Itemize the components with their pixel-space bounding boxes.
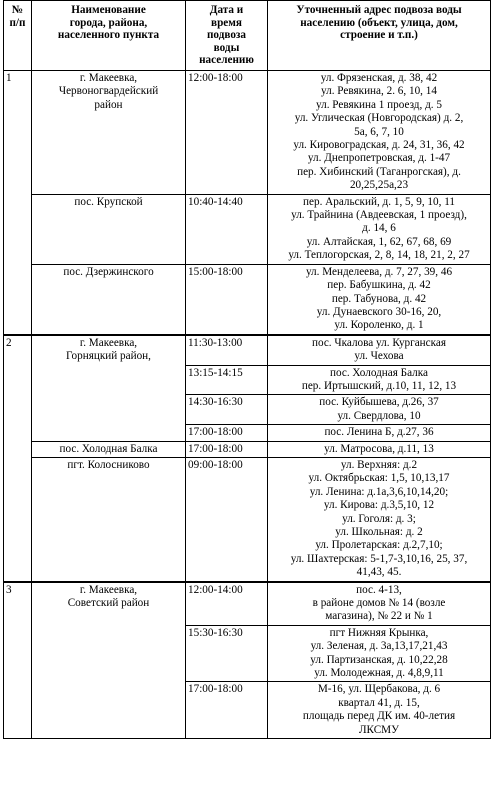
time-cell: 17:00-18:00 [186,441,268,457]
address-cell: пос. Холодная Балка пер. Иртышский, д.10, 11, 12, 13 [268,365,491,395]
city-cell: пос. Крупской [32,194,186,264]
address-cell: ул. Менделеева, д. 7, 27, 39, 46 пер. Бабушкина, д. 42 пер. Табунова, д. 42 ул. Дунаевского 30-16, 20, ул. Короленко, д. 1 [268,264,491,335]
table-row [4,264,491,335]
city-cell: г. Макеевка, Червоногвардейский район [32,71,186,195]
address-cell: пос. 4-13, в районе домов № 14 (возле магазина), № 22 и № 1 [268,582,491,626]
address-cell: пос. Куйбышева, д.26, 37 ул. Свердлова, 10 [268,395,491,425]
time-cell: 11:30-13:00 [186,335,268,365]
address-cell: пер. Аральский, д. 1, 5, 9, 10, 11 ул. Трайнина (Авдеевская, 1 проезд), д. 14, 6 ул. Алтайская, 1, 62, 67, 68, 69 ул. Теплогорская, 2, 8, 14, 18, 21, 2, 27 [268,194,491,264]
time-cell: 17:00-18:00 [186,682,268,739]
time-cell: 13:15-14:15 [186,365,268,395]
address-cell: пос. Чкалова ул. Курганская ул. Чехова [268,335,491,365]
water-delivery-schedule-table [3,0,491,739]
table-row [4,194,491,264]
header-time: Дата и время подвоза воды населению [186,1,268,71]
time-cell: 12:00-18:00 [186,71,268,195]
time-cell: 15:30-16:30 [186,625,268,682]
time-cell: 14:30-16:30 [186,395,268,425]
table-row [4,71,491,195]
row-number: 2 [4,335,32,582]
city-cell: г. Макеевка, Горняцкий район, [32,335,186,441]
row-number: 3 [4,582,32,739]
address-cell: ул. Фрязенская, д. 38, 42 ул. Ревякина, 2. 6, 10, 14 ул. Ревякина 1 проезд, д. 5 ул. Углическая (Новгородская) д. 2, 5а, 6, 7, 10 ул. Кировоградская, д. 24, 31, 36, 42 ул. Днепропетровская, д. 1-47 пер. Хибинский (Таганрогская), д. 20,25,25а,23 [268,71,491,195]
table-row [4,335,491,365]
header-address: Уточненный адрес подвоза воды населению (объект, улица, дом, строение и т.п.) [268,1,491,71]
header-city: Наименование города, района, населенного пункта [32,1,186,71]
time-cell: 15:00-18:00 [186,264,268,335]
address-cell: ул. Матросова, д.11, 13 [268,441,491,457]
address-cell: пгт Нижняя Крынка, ул. Зеленая, д. 3а,13,17,21,43 ул. Партизанская, д. 10,22,28 ул. Молодежная, д. 4,8,9,11 [268,625,491,682]
table-row [4,582,491,626]
time-cell: 09:00-18:00 [186,457,268,581]
city-cell: пгт. Колосниково [32,457,186,581]
time-cell: 10:40-14:40 [186,194,268,264]
table-row [4,441,491,457]
address-cell: М-16, ул. Щербакова, д. 6 квартал 41, д. 15, площадь перед ДК им. 40-летия ЛКСМУ [268,682,491,739]
address-cell: ул. Верхняя: д.2 ул. Октябрьская: 1,5, 10,13,17 ул. Ленина: д.1а,3,6,10,14,20; ул. Кирова: д.3,5,10, 12 ул. Гоголя: д. 3; ул. Школьная: д. 2 ул. Пролетарская: д.2,7,10; ул. Шахтерская: 5-1,7-3,10,16, 25, 37, 41,43, 45. [268,457,491,581]
time-cell: 17:00-18:00 [186,425,268,441]
address-cell: пос. Ленина Б, д.27, 36 [268,425,491,441]
table-row [4,457,491,581]
time-cell: 12:00-14:00 [186,582,268,626]
city-cell: г. Макеевка, Советский район [32,582,186,739]
city-cell: пос. Дзержинского [32,264,186,335]
table-header-row [4,1,491,71]
row-number: 1 [4,71,32,335]
city-cell: пос. Холодная Балка [32,441,186,457]
header-number: № п/п [4,1,32,71]
